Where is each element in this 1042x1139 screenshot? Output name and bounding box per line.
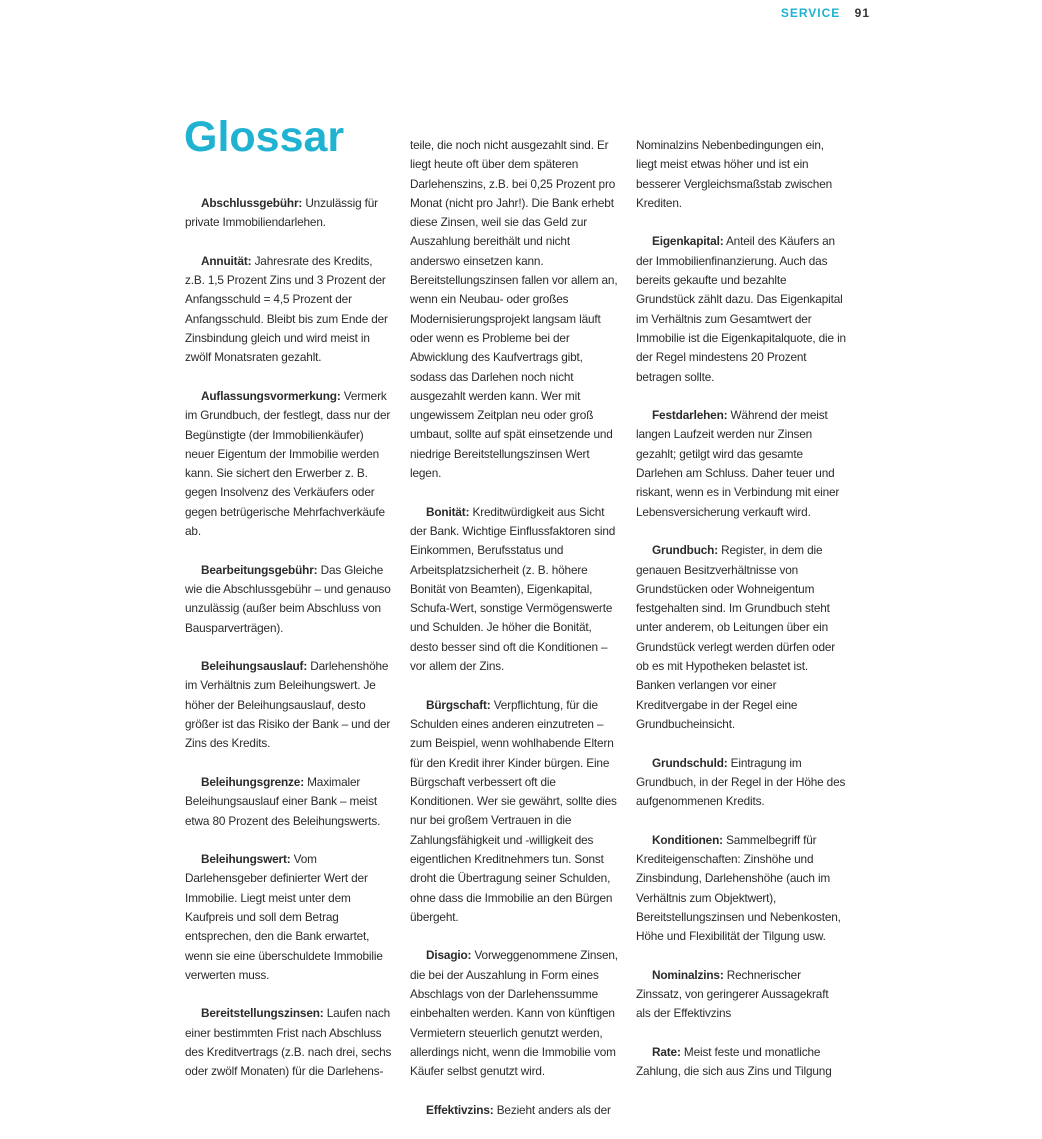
glossary-term: Bereitstellungszinsen:: [201, 1006, 324, 1021]
glossary-entry: [410, 696, 620, 928]
glossary-entry: [636, 754, 846, 812]
glossary-entry: [636, 406, 846, 522]
glossary-definition: Jahresrate des Kredits, z.B. 1,5 Prozent Zins und 3 Prozent der Anfangsschuld = 4,5 Prozent der Anfangsschuld. Bleibt bis zum Ende der Zinsbindung gleich und wird meist in zwölf Monatsraten gezahlt.: [185, 253, 388, 365]
glossary-entry: [185, 561, 395, 638]
glossary-entry: [636, 1043, 846, 1082]
glossary-definition: Register, in dem die genauen Besitzverhältnisse von Grundstücken oder Wohneigentum festgehalten sind. Im Grundbuch steht unter anderem, ob Leitungen über ein Grundstück verlegt werden dürfen oder ob es mit Hypotheken belastet ist. Banken verlangen vor einer Kreditvergabe in der Regel eine Grundbucheinsicht.: [636, 543, 836, 731]
page-title: Glossar: [184, 113, 345, 161]
running-header: [781, 6, 870, 20]
glossary-entry: [410, 503, 620, 677]
glossary-entry: [185, 194, 395, 233]
glossary-entry: [636, 831, 846, 947]
glossary-term: Beleihungsgrenze:: [201, 774, 304, 789]
glossary-entry: [185, 1004, 395, 1081]
glossary-term: Beleihungswert:: [201, 852, 291, 867]
glossary-definition: Nominalzins Nebenbedingungen ein, liegt meist etwas höher und ist ein besserer Vergleichsmaßstab zwischen Krediten.: [636, 138, 833, 210]
glossary-term: Konditionen:: [652, 832, 723, 847]
glossary-definition: Unzulässig für private Immobiliendarlehen.: [185, 196, 378, 230]
glossary-definition: Kreditwürdigkeit aus Sicht der Bank. Wichtige Einflussfaktoren sind Einkommen, Berufsstatus und Arbeitsplatzsicherheit (z. B. höhere Bonität von Beamten), Eigenkapital, Schufa-Wert, sonstige Vermögenswerte und Schulden. Je höher die Bonität, desto besser sind oft die Konditionen – vor allem der Zins.: [410, 504, 616, 674]
glossary-entry: [636, 232, 846, 386]
glossary-definition: Rechnerischer Zinssatz, von geringerer Aussagekraft als der Effektivzins: [636, 967, 829, 1021]
glossary-definition: Meist feste und monatliche Zahlung, die sich aus Zins und Tilgung: [636, 1044, 832, 1079]
glossary-term: Festdarlehen:: [652, 408, 728, 423]
glossary-definition: Verpflichtung, für die Schulden eines anderen einzutreten – zum Beispiel, wenn wohlhabende Eltern für den Kredit ihrer Kinder bürgen. Eine Bürgschaft verbessert oft die Konditionen. Wer sie gewährt, sollte dies nur bei großem Vertrauen in die Zahlungsfähigkeit und -willigkeit des eigentlichen Kreditnehmers tun. Sonst droht die Übertragung seiner Schulden, ohne dass die Immobilie an den Bürgen übergeht.: [410, 697, 617, 924]
glossary-term: Eigenkapital:: [652, 234, 724, 249]
glossary-entry: [185, 773, 395, 831]
glossary-definition: Während der meist langen Laufzeit werden nur Zinsen gezahlt; getilgt wird das gesamte Darlehen am Schluss. Daher teuer und riskant, wenn es in Verbindung mit einer Lebensversicherung verkauft wird.: [636, 408, 840, 519]
section-label: SERVICE: [780, 6, 841, 20]
glossary-definition: Das Gleiche wie die Abschlussgebühr – und genauso unzulässig (außer beim Abschluss von Bausparverträgen).: [185, 562, 391, 635]
glossary-definition: Eintragung im Grundbuch, in der Regel in der Höhe des aufgenommenen Kredits.: [636, 755, 846, 809]
glossary-column-1: [185, 194, 395, 1101]
glossary-term: Bonität:: [426, 504, 470, 519]
glossary-entry: [410, 946, 620, 1081]
glossary-term: Auflassungsvormerkung:: [201, 388, 341, 403]
glossary-entry: [185, 657, 395, 753]
glossary-term: Annuität:: [201, 253, 252, 268]
glossary-entry: [636, 136, 846, 213]
glossary-term: Rate:: [652, 1044, 681, 1059]
glossary-definition: Laufen nach einer bestimmten Frist nach Abschluss des Kreditvertrags (z.B. nach drei, sechs oder zwölf Monaten) für die Darlehens-: [185, 1006, 392, 1079]
glossary-definition: Sammelbegriff für Krediteigenschaften: Zinshöhe und Zinsbindung, Darlehenshöhe (auch im Verhältnis zum Objektwert), Bereitstellungszinsen und Nebenkosten, Höhe und Flexibilität der Tilgung usw.: [636, 832, 841, 944]
glossary-definition: Darlehenshöhe im Verhältnis zum Beleihungswert. Je höher der Beleihungsauslauf, desto größer ist das Risiko der Bank – und der Zins des Kredits.: [185, 659, 391, 751]
glossary-term: Abschlussgebühr:: [201, 196, 303, 210]
glossary-definition: Maximaler Beleihungsauslauf einer Bank – meist etwa 80 Prozent des Beleihungswerts.: [185, 774, 381, 828]
glossary-definition: teile, die noch nicht ausgezahlt sind. Er liegt heute oft über dem späteren Darlehenszins, z.B. bei 0,25 Prozent pro Monat (nicht pro Jahr!). Die Bank erhebt diese Zinsen, weil sie das Geld zur Auszahlung bereithält und nicht anderswo einsetzen kann. Bereitstellungszinsen fallen vor allem an, wenn ein Neubau- oder großes Modernisierungsprojekt langsam läuft oder wenn es Probleme bei der Abwicklung des Kaufvertrags gibt, sodass das Darlehen noch nicht ausgezahlt werden kann. Wer mit ungewissem Zeitplan neu oder groß umbaut, sollte auf spät einsetzende und niedrige Bereitstellungszinsen Wert legen.: [410, 138, 618, 481]
glossary-term: Effektivzins:: [426, 1102, 494, 1117]
glossary-entry: [185, 252, 395, 368]
glossary-entry: [410, 136, 620, 483]
page-number: 91: [854, 6, 870, 20]
glossary-entry: [410, 1101, 620, 1120]
glossary-term: Grundschuld:: [652, 755, 728, 770]
glossary-definition: Vom Darlehensgeber definierter Wert der Immobilie. Liegt meist unter dem Kaufpreis und soll dem Betrag entsprechen, den die Bank erwartet, wenn sie eine überschuldete Immobilie verwerten muss.: [185, 852, 383, 982]
glossary-term: Beleihungsauslauf:: [201, 659, 308, 674]
glossary-column-2: [410, 136, 620, 1139]
glossary-term: Grundbuch:: [652, 543, 718, 558]
glossary-column-3: [636, 136, 846, 1101]
glossary-entry: [185, 850, 395, 985]
glossary-entry: [636, 966, 846, 1024]
glossary-term: Bürgschaft:: [426, 697, 491, 712]
glossary-term: Nominalzins:: [652, 967, 724, 982]
glossary-entry: [636, 541, 846, 734]
glossary-term: Disagio:: [426, 948, 472, 963]
glossary-term: Bearbeitungsgebühr:: [201, 562, 318, 577]
glossary-definition: Bezieht anders als der: [496, 1102, 611, 1117]
glossary-definition: Anteil des Käufers an der Immobilienfinanzierung. Auch das bereits gekaufte und bezahlte Grundstück zählt dazu. Das Eigenkapital im Verhältnis zum Gesamtwert der Immobilie ist die Eigenkapitalquote, die in der Regel mindestens 20 Prozent betragen sollte.: [636, 234, 846, 384]
glossary-definition: Vorweggenommene Zinsen, die bei der Auszahlung in Form eines Abschlags von der Darlehenssumme einbehalten werden. Kann von künftigen Vermietern steuerlich genutzt werden, allerdings nicht, wenn die Immobilie vom Käufer selbst genutzt wird.: [410, 948, 618, 1079]
glossary-definition: Vermerk im Grundbuch, der festlegt, dass nur der Begünstigte (der Immobilienkäufer) neuer Eigentum der Immobilie werden kann. Sie sichert den Erwerber z. B. gegen Insolvenz des Verkäufers oder gegen betrügerische Mehrfachverkäufe ab.: [185, 388, 391, 539]
glossary-entry: [185, 387, 395, 541]
